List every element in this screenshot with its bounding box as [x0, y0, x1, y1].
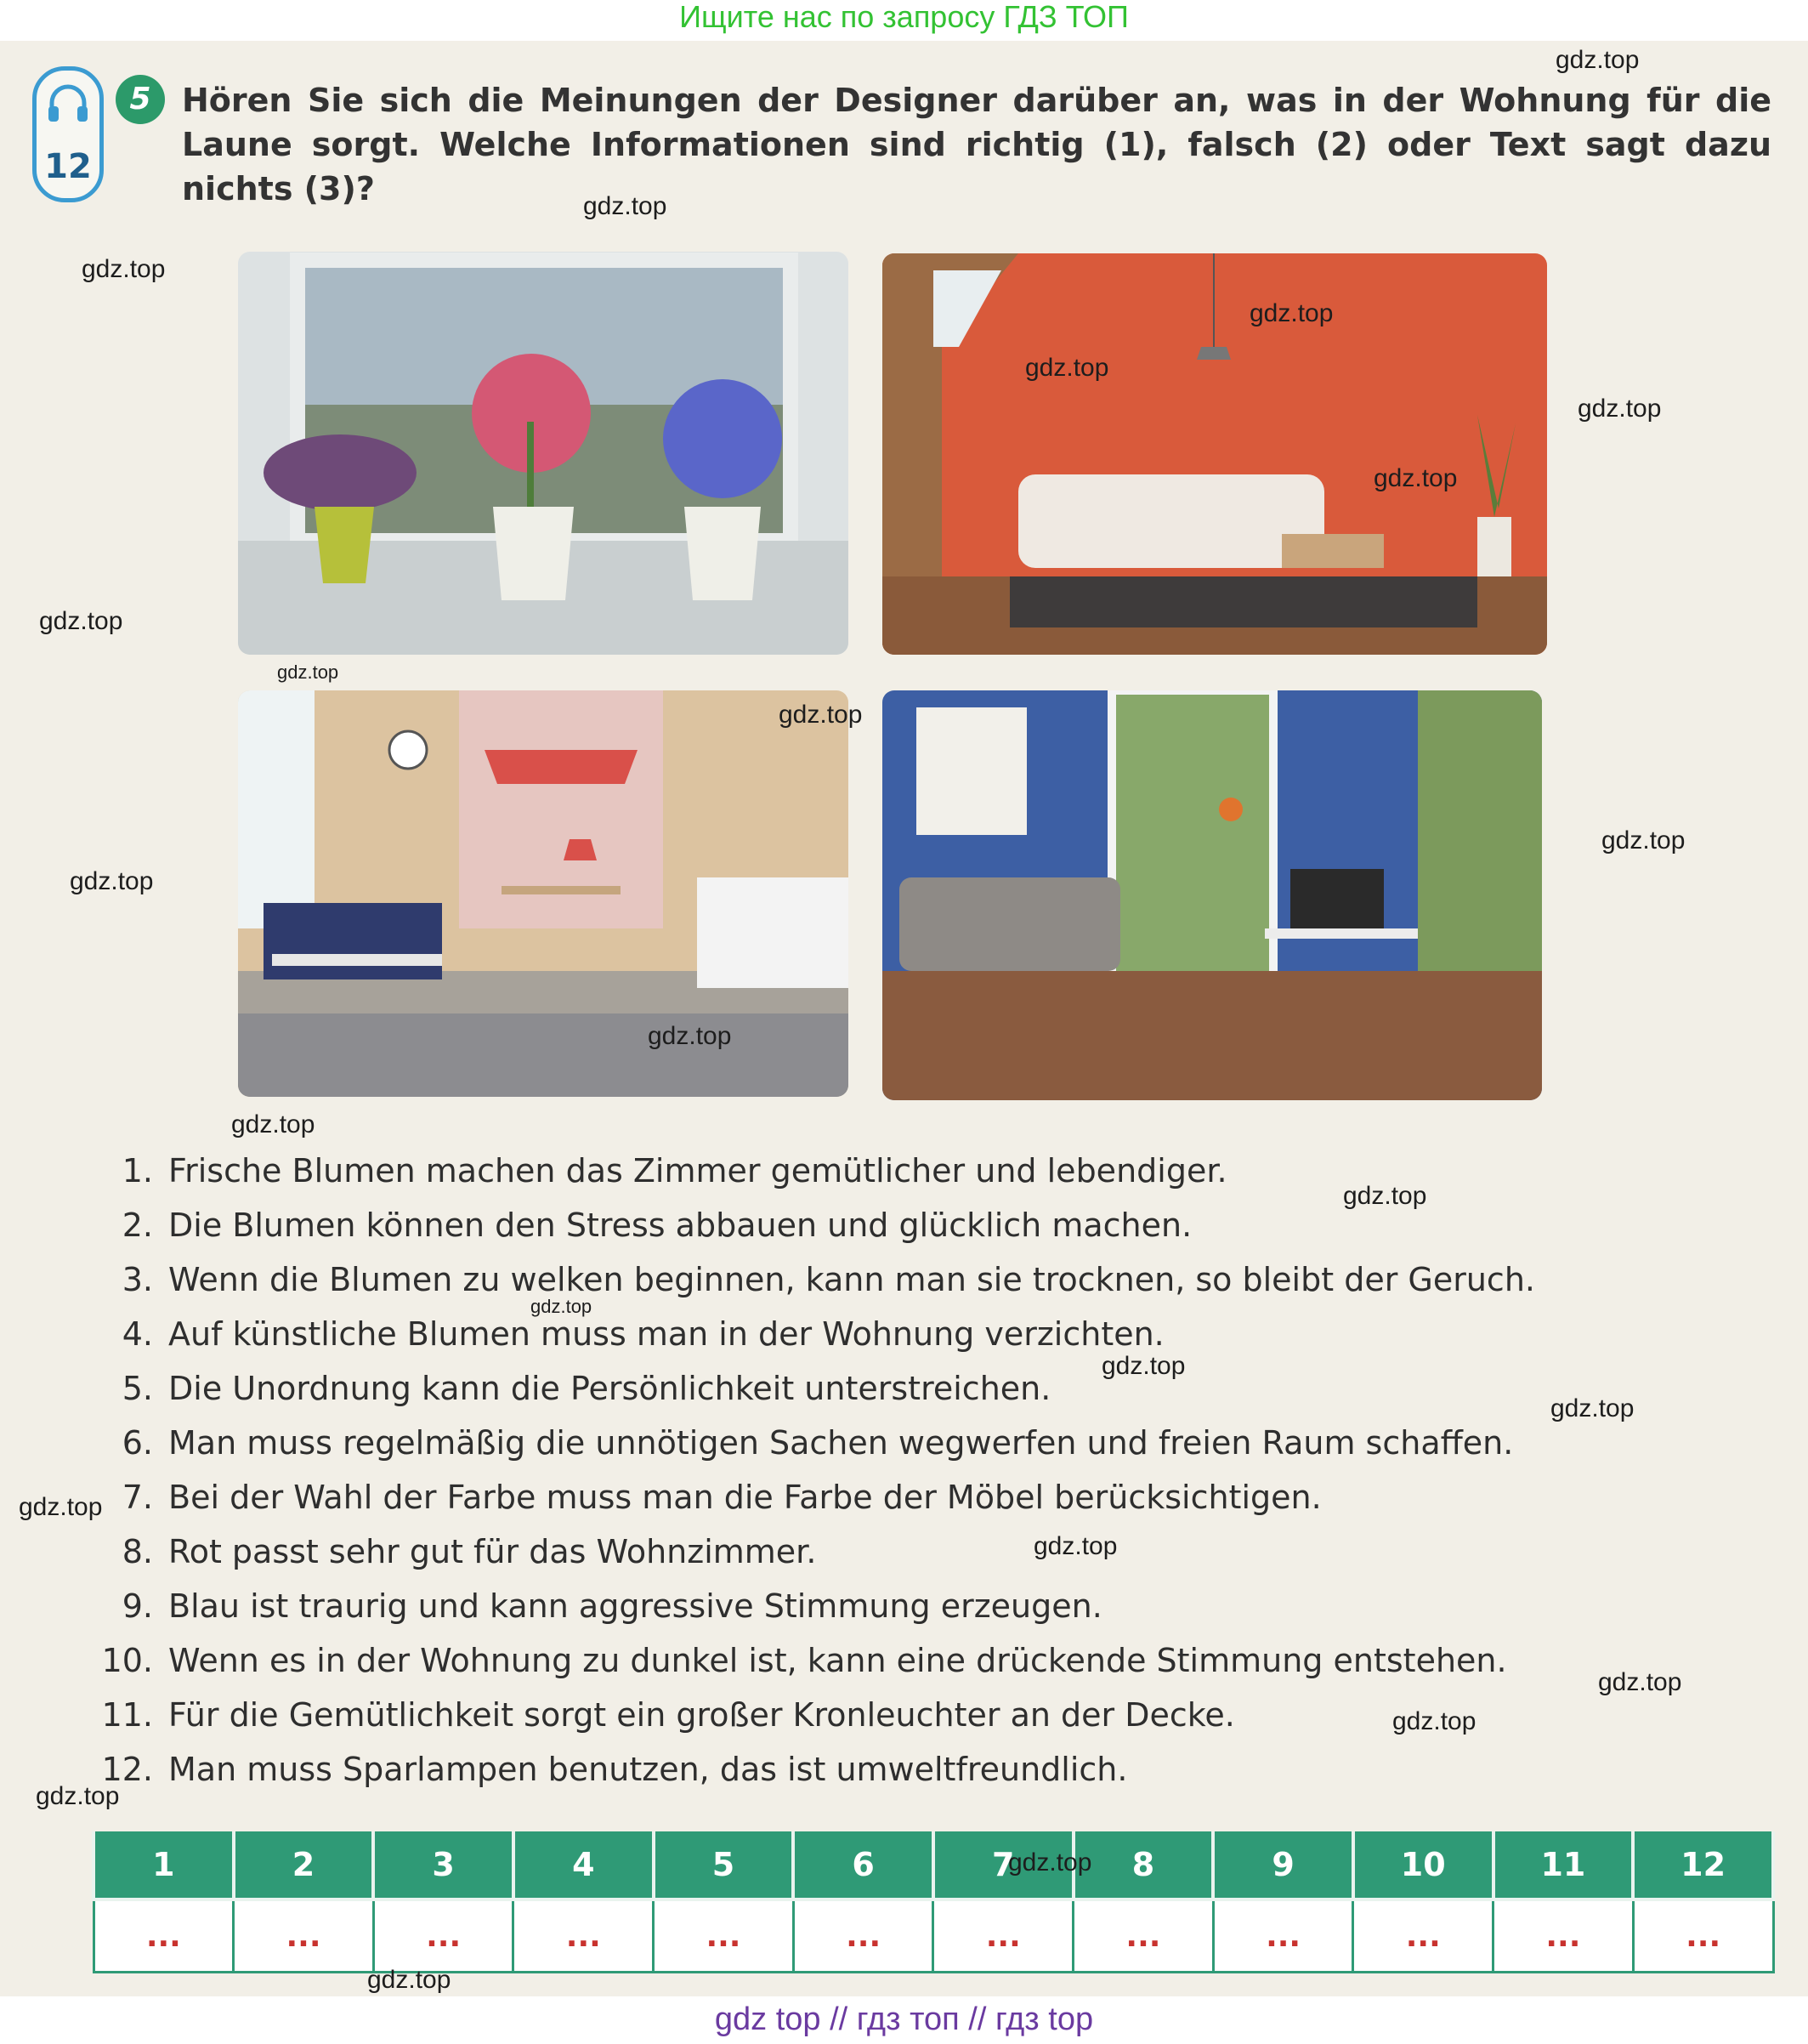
answer-header: 10 [1353, 1831, 1493, 1899]
watermark: gdz.top [1392, 1707, 1476, 1735]
photo-flowers-windowsill [238, 252, 848, 655]
answer-header: 8 [1074, 1831, 1214, 1899]
watermark: gdz.top [39, 607, 123, 635]
watermark: gdz.top [367, 1966, 451, 1994]
answer-cell[interactable]: ... [373, 1899, 513, 1973]
answer-table-header-row [94, 1831, 1773, 1899]
statement-item: 6. Man muss regelmäßig die unnötigen Sachen wegwerfen und freien Raum schaffen. [122, 1424, 1514, 1462]
answer-cell[interactable]: ... [1633, 1899, 1773, 1973]
task-number: 5 [116, 75, 165, 124]
watermark: gdz.top [36, 1782, 120, 1810]
answer-cell[interactable]: ... [1353, 1899, 1493, 1973]
watermark: gdz.top [1034, 1532, 1118, 1560]
answer-cell[interactable]: ... [1074, 1899, 1214, 1973]
answer-cell[interactable]: ... [793, 1899, 933, 1973]
answer-header: 2 [234, 1831, 374, 1899]
watermark: gdz.top [19, 1493, 103, 1521]
statement-item: 9. Blau ist traurig und kann aggressive Stimmung erzeugen. [122, 1587, 1102, 1625]
answer-cell[interactable]: ... [654, 1899, 794, 1973]
watermark: gdz.top [1008, 1848, 1092, 1877]
answer-cell[interactable]: ... [1213, 1899, 1353, 1973]
watermark: gdz.top [82, 255, 166, 283]
watermark: gdz.top [1102, 1352, 1186, 1380]
statement-item: 12. Man muss Sparlampen benutzen, das ist umweltfreundlich. [101, 1751, 1128, 1788]
watermark: gdz.top [1578, 395, 1662, 423]
watermark: gdz.top [1250, 299, 1334, 327]
answer-table-row [94, 1899, 1773, 1973]
answer-cell[interactable]: ... [94, 1899, 234, 1973]
bottom-banner: gdz top // гдз топ // гдз top [0, 1998, 1808, 2044]
answer-header: 5 [654, 1831, 794, 1899]
statements-list [85, 1144, 1717, 1797]
answer-cell[interactable]: ... [234, 1899, 374, 1973]
watermark: gdz.top [1343, 1182, 1427, 1210]
audio-track-number: 12 [44, 147, 92, 186]
watermark: gdz.top [231, 1110, 315, 1138]
watermark: gdz.top [779, 701, 863, 729]
watermark: gdz.top [1598, 1668, 1682, 1696]
answer-cell[interactable]: ... [933, 1899, 1074, 1973]
answer-cell[interactable]: ... [1493, 1899, 1634, 1973]
answer-header: 7 [933, 1831, 1074, 1899]
watermark: gdz.top [1556, 46, 1640, 74]
audio-track-badge [32, 66, 104, 202]
answer-header: 1 [94, 1831, 234, 1899]
answer-header: 6 [793, 1831, 933, 1899]
watermark: gdz.top [70, 867, 154, 895]
watermark: gdz.top [648, 1022, 732, 1050]
watermark: gdz.top [277, 661, 339, 683]
task-instruction: Hören Sie sich die Meinungen der Designer darüber an, was in der Wohnung für die Laune sorgt. Welche Informationen sind richtig (1), falsch (2) oder Text sagt dazu nichts (3)? [182, 82, 1771, 207]
photo-orange-living-room [882, 253, 1547, 655]
watermark: gdz.top [583, 192, 667, 220]
statement-item: 3. Wenn die Blumen zu welken beginnen, kann man sie trocknen, so bleibt der Geruch. [122, 1261, 1535, 1298]
watermark: gdz.top [1550, 1394, 1635, 1422]
photo-bedroom-desk [238, 690, 848, 1097]
watermark: gdz.top [1601, 826, 1686, 855]
top-banner: Ищите нас по запросу ГДЗ ТОП [679, 0, 1129, 34]
watermark: gdz.top [530, 1296, 592, 1317]
headphones-icon [45, 81, 91, 127]
answer-header: 3 [373, 1831, 513, 1899]
statement-item: 11. Für die Gemütlichkeit sorgt ein großer Kronleuchter an der Decke. [101, 1696, 1235, 1734]
statement-item: 8. Rot passt sehr gut für das Wohnzimmer. [122, 1533, 817, 1570]
photo-blue-living-room [882, 690, 1542, 1100]
answer-table [92, 1831, 1775, 1973]
statement-item: 2. Die Blumen können den Stress abbauen und glücklich machen. [122, 1207, 1193, 1244]
statement-item: 5. Die Unordnung kann die Persönlichkeit unterstreichen. [122, 1370, 1051, 1407]
answer-header: 11 [1493, 1831, 1634, 1899]
statement-item: 4. Auf künstliche Blumen muss man in der Wohnung verzichten. [122, 1315, 1165, 1353]
answer-cell[interactable]: ... [513, 1899, 654, 1973]
answer-header: 12 [1633, 1831, 1773, 1899]
statement-item: 1. Frische Blumen machen das Zimmer gemütlicher und lebendiger. [122, 1152, 1227, 1189]
watermark: gdz.top [1025, 354, 1109, 382]
answer-header: 9 [1213, 1831, 1353, 1899]
answer-header: 4 [513, 1831, 654, 1899]
watermark: gdz.top [1374, 464, 1458, 492]
statement-item: 7. Bei der Wahl der Farbe muss man die Farbe der Möbel berücksichtigen. [122, 1479, 1322, 1516]
statement-item: 10. Wenn es in der Wohnung zu dunkel ist, kann eine drückende Stimmung entstehen. [101, 1642, 1507, 1679]
